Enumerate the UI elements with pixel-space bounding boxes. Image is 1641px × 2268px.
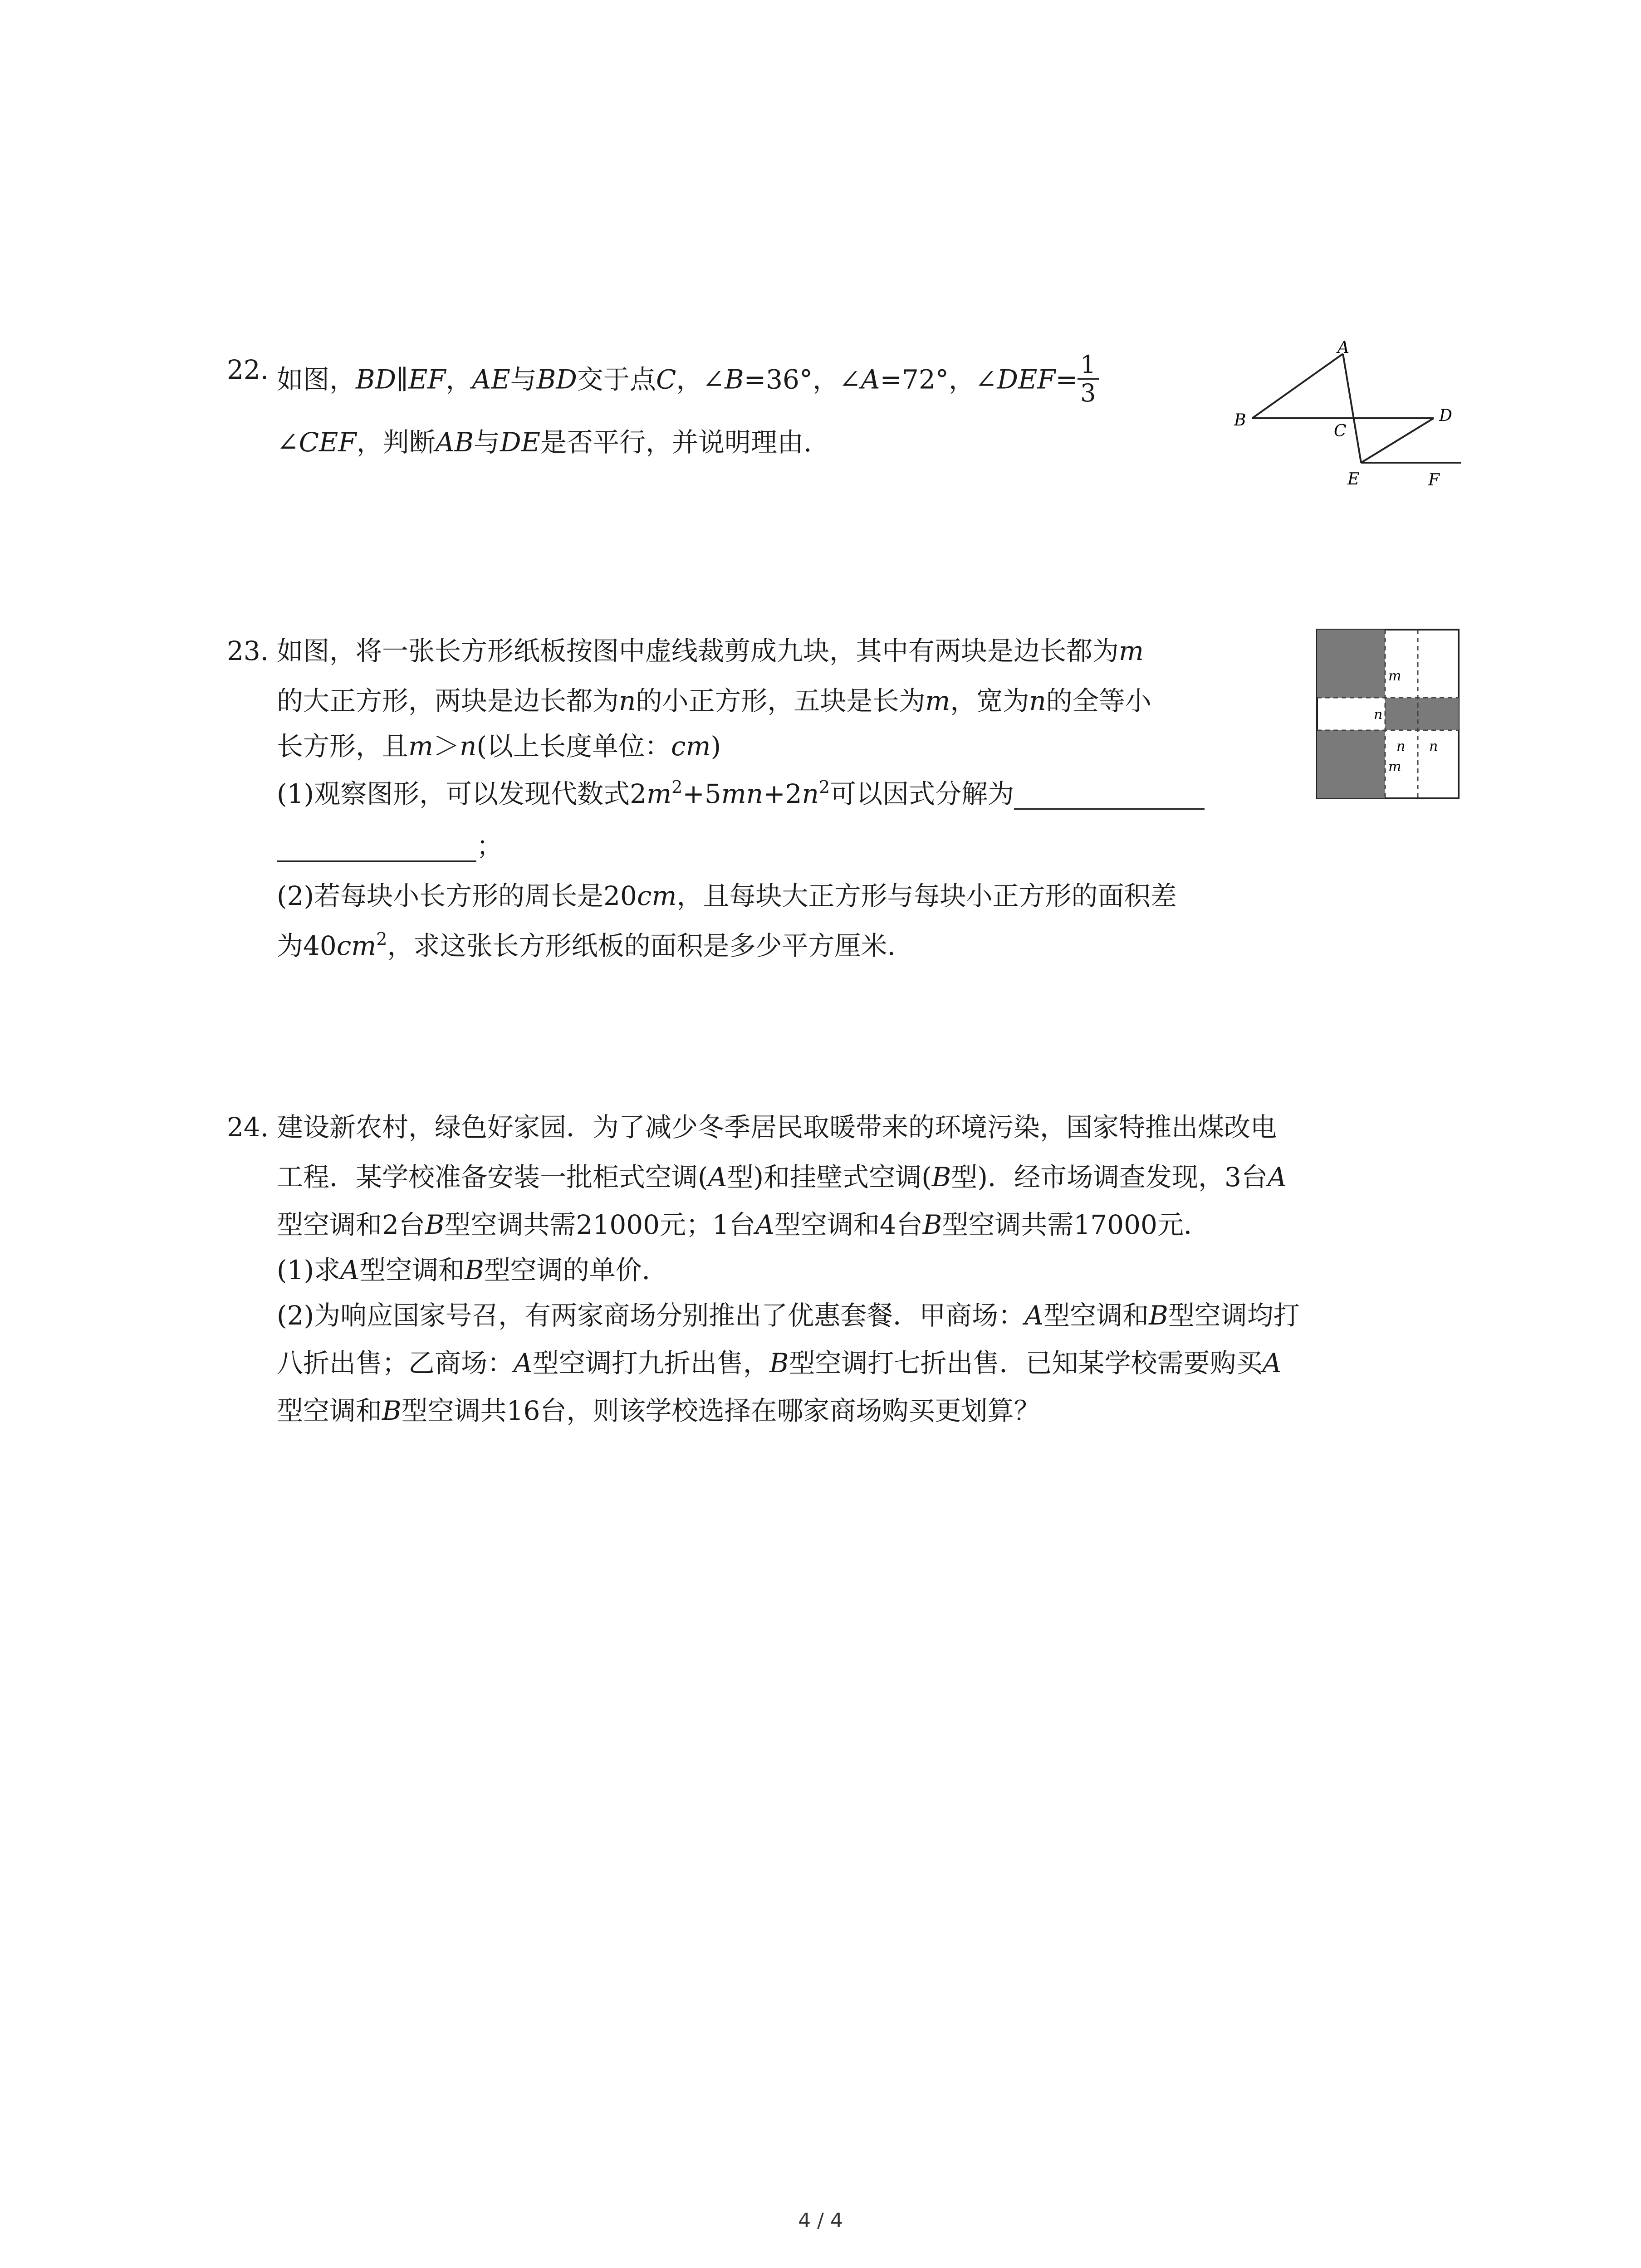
q23-line2: 的大正方形，两块是边长都为n的小正方形，五块是长为m，宽为n的全等小: [277, 685, 1151, 716]
q22-number: 22.: [227, 354, 269, 385]
q22-line2: ∠CEF，判断AB与DE是否平行，并说明理由.: [277, 427, 812, 458]
q24-line2: 工程．某学校准备安装一批柜式空调(A型)和挂壁式空调(B型)．经市场调查发现，3台A: [277, 1162, 1287, 1193]
large-square-top: [1317, 630, 1385, 698]
q24-line6: 八折出售；乙商场：A型空调打九折出售，B型空调打七折出售．已知某学校需要购买A: [277, 1348, 1282, 1378]
large-square-bottom: [1317, 730, 1385, 798]
q22-figure: [1225, 336, 1497, 499]
q24-line1: 建设新农村，绿色好家园．为了减少冬季居民取暖带来的环境污染，国家特推出煤改电: [277, 1112, 1277, 1143]
label-E: E: [1347, 470, 1360, 489]
q23-line7: 为$40cm^2$，求这张长方形纸板的面积是多少平方厘米.: [277, 929, 896, 961]
q23-number: 23.: [227, 635, 269, 666]
page-number: 4 / 4: [798, 2209, 843, 2232]
label-n-mid: n: [1374, 707, 1383, 723]
small-square-far-right: [1418, 698, 1459, 730]
q22-line1: 如图，BD∥EF，AE与BD交于点C，∠B=36°，∠A=72°，∠DEF= $\frac{1}{3}$: [277, 354, 1099, 410]
label-F: F: [1428, 471, 1440, 489]
label-n-1: n: [1396, 738, 1406, 754]
label-n-2: n: [1429, 738, 1438, 754]
fraction-one-third: $\frac{1}{3}$: [1078, 351, 1098, 407]
q24-line4: (1)求A型空调和B型空调的单价．: [277, 1255, 668, 1286]
q23-line3: 长方形，且m＞n(以上长度单位：cm): [277, 731, 721, 762]
q23-line6: (2)若每块小长方形的周长是20cm，且每块大正方形与每块小正方形的面积差: [277, 880, 1177, 911]
q24-number: 24.: [227, 1112, 269, 1143]
q24-line3: 型空调和2台B型空调共需21000元；1台A型空调和4台B型空调共需17000元．: [277, 1209, 1210, 1240]
label-B: B: [1234, 411, 1246, 430]
label-D: D: [1439, 406, 1452, 425]
label-m-bottom: m: [1388, 759, 1401, 775]
answer-blank-2[interactable]: [277, 836, 476, 862]
answer-blank-1[interactable]: [1014, 783, 1205, 810]
q24-line7: 型空调和B型空调共16台，则该学校选择在哪家商场购买更划算？: [277, 1395, 1040, 1426]
label-A: A: [1337, 338, 1349, 357]
q24-line5: (2)为响应国家号召，有两家商场分别推出了优惠套餐．甲商场：A型空调和B型空调均打: [277, 1300, 1300, 1331]
label-C: C: [1334, 422, 1347, 440]
label-m-top: m: [1388, 668, 1401, 684]
q23-line4: (1)观察图形，可以发现代数式$2m^2+5mn+2n^2$可以因式分解为: [277, 778, 1205, 810]
small-square-right: [1385, 698, 1418, 730]
q23-line5: ；: [277, 830, 503, 862]
q23-figure: [1316, 628, 1461, 801]
q23-line1: 如图，将一张长方形纸板按图中虚线裁剪成九块，其中有两块是边长都为m: [277, 635, 1144, 666]
